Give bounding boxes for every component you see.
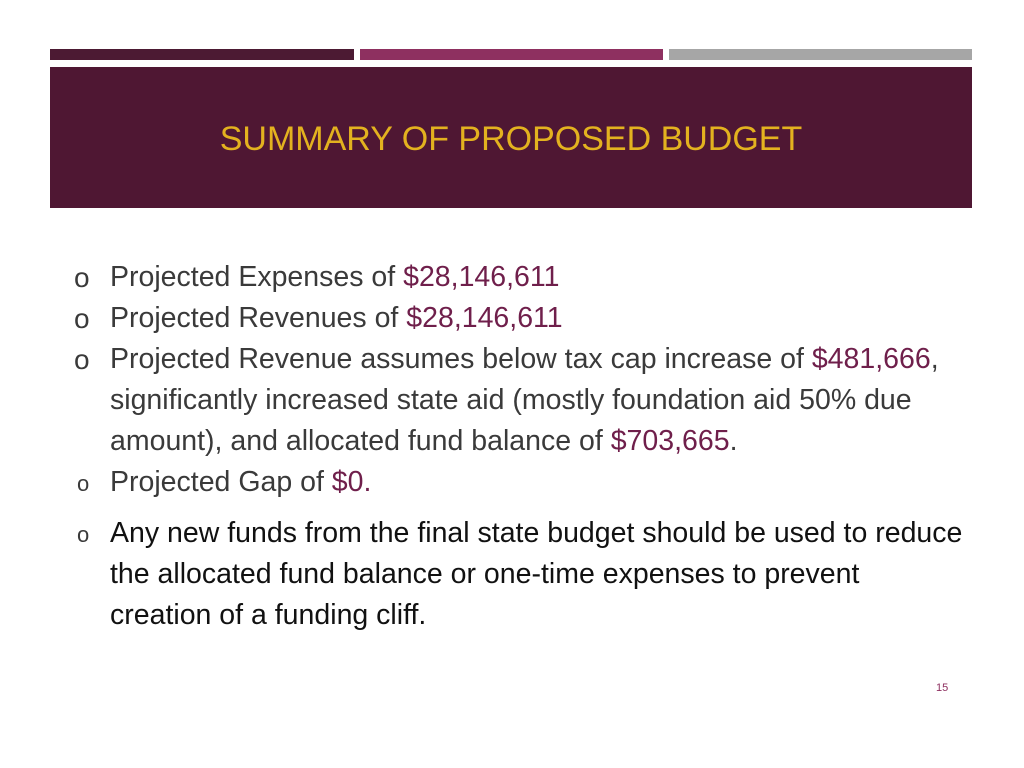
assumption-text-start: Projected Revenue assumes below tax cap increase of: [110, 343, 812, 375]
bullet-gap: [74, 462, 964, 503]
expenses-amount: $28,146,611: [403, 261, 560, 293]
bullet-list: [74, 257, 964, 636]
bullet-marker: o: [77, 522, 90, 547]
bullet-expenses: [74, 257, 964, 298]
expenses-label: Projected Expenses of: [110, 261, 404, 293]
accent-stripe-gray: [669, 49, 972, 60]
title-band: [50, 67, 972, 208]
slide-title: SUMMARY OF PROPOSED BUDGET: [219, 120, 803, 158]
gap-label: Projected Gap of: [110, 466, 332, 498]
revenues-amount: $28,146,611: [406, 302, 563, 334]
bullet-marker: o: [74, 303, 90, 334]
bullet-marker: o: [74, 262, 90, 293]
accent-stripe-dark: [50, 49, 354, 60]
page-number: 15: [936, 682, 949, 694]
fund-balance-amount: $703,665: [610, 425, 730, 457]
bullet-revenue-assumption: [74, 339, 964, 462]
revenues-label: Projected Revenues of: [110, 302, 407, 334]
bullet-new-funds: [74, 513, 964, 636]
assumption-text-end: .: [729, 425, 738, 457]
gap-amount: $0.: [331, 466, 372, 498]
assumption-text-mid: , significantly increased state aid (mostly foundation aid 50% due amount), and allocated fund balance of: [110, 343, 939, 457]
new-funds-text: Any new funds from the final state budget should be used to reduce the allocated fund balance or one-time expenses to prevent creation of a funding cliff.: [110, 517, 963, 631]
accent-stripe-magenta: [360, 49, 663, 60]
tax-cap-amount: $481,666: [811, 343, 931, 375]
bullet-marker: o: [74, 344, 90, 375]
bullet-marker: o: [77, 471, 90, 496]
bullet-revenues: [74, 298, 964, 339]
